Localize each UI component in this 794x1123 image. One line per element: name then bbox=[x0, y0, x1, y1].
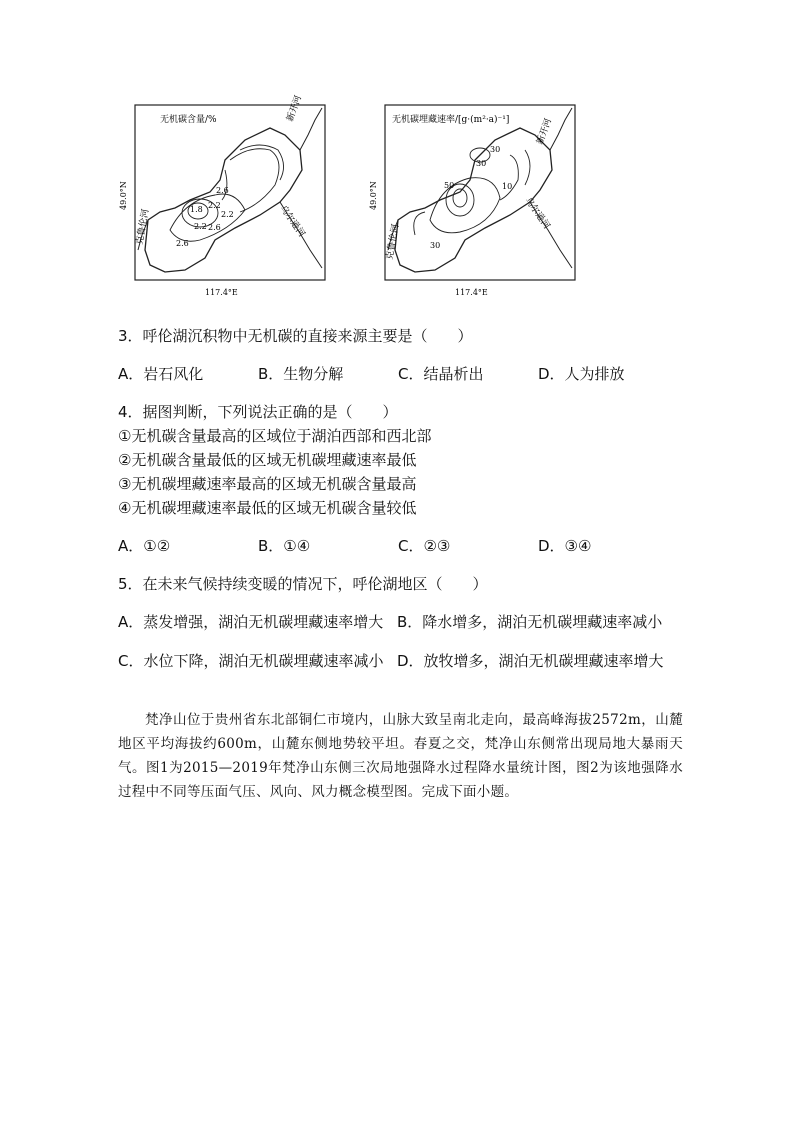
map-1-lat: 49.0°N bbox=[119, 181, 128, 210]
contour-label: 2.6 bbox=[216, 186, 229, 195]
contour-label: 30 bbox=[476, 159, 487, 168]
map-2-river-ne: 新开河 bbox=[535, 117, 555, 147]
figure-maps bbox=[110, 94, 580, 300]
map-1-title: 无机碳含量/% bbox=[160, 115, 217, 125]
map-2-river-w: 克鲁伦河 bbox=[385, 223, 402, 261]
contour-label: 30 bbox=[490, 145, 501, 154]
map-2-svg bbox=[360, 100, 590, 300]
q4-statement-2: ②无机碳含量最低的区域无机碳埋藏速率最低 bbox=[118, 451, 417, 469]
contour-label: 50 bbox=[444, 181, 455, 190]
contour-label: 2.2 bbox=[221, 210, 234, 219]
q3-option-c[interactable]: C．结晶析出 bbox=[398, 365, 484, 383]
q4-option-b[interactable]: B．①④ bbox=[258, 537, 311, 555]
map-inorganic-carbon-burial-rate bbox=[360, 100, 590, 300]
contour-line bbox=[414, 212, 425, 235]
contour-label: 10 bbox=[502, 182, 513, 191]
contour-line bbox=[230, 149, 279, 212]
map-1-lon: 117.4°E bbox=[205, 288, 238, 297]
contour-label: 30 bbox=[430, 241, 441, 250]
contour-line bbox=[240, 145, 284, 180]
contour-label: 2.6 bbox=[208, 223, 221, 232]
q5-option-a[interactable]: A．蒸发增强，湖泊无机碳埋藏速率增大 bbox=[118, 613, 384, 631]
q3-option-b[interactable]: B．生物分解 bbox=[258, 365, 344, 383]
map-2-title: 无机碳埋藏速率/[g·(m²·a)⁻¹] bbox=[392, 115, 510, 125]
contour-line bbox=[222, 170, 227, 200]
map-1-frame bbox=[135, 105, 325, 280]
q4-option-d[interactable]: D．③④ bbox=[538, 537, 592, 555]
map-1-svg bbox=[110, 94, 340, 300]
lake-outline bbox=[145, 128, 302, 272]
map-2-lon: 117.4°E bbox=[455, 288, 488, 297]
q4-statement-3: ③无机碳埋藏速率最高的区域无机碳含量最高 bbox=[118, 475, 417, 493]
q5-option-b[interactable]: B．降水增多，湖泊无机碳埋藏速率减小 bbox=[397, 613, 663, 631]
q3-option-d[interactable]: D．人为排放 bbox=[538, 365, 625, 383]
map-1-river-ne: 新开河 bbox=[285, 94, 305, 124]
river-ne bbox=[300, 108, 322, 150]
q4-option-c[interactable]: C．②③ bbox=[398, 537, 451, 555]
contour-label: 2.6 bbox=[176, 239, 189, 248]
map-inorganic-carbon-content bbox=[110, 94, 340, 300]
contour-label: 2.2 bbox=[208, 201, 221, 210]
map-2-river-se: 乌尔逊河 bbox=[522, 195, 552, 232]
map-1-river-w: 克鲁伦河 bbox=[135, 208, 152, 246]
q5-option-c[interactable]: C．水位下降，湖泊无机碳埋藏速率减小 bbox=[118, 652, 384, 670]
q4-option-a[interactable]: A．①② bbox=[118, 537, 171, 555]
q4-statement-4: ④无机碳埋藏速率最低的区域无机碳含量较低 bbox=[118, 499, 417, 517]
contour-line bbox=[525, 150, 530, 185]
contour-label: 2.2 bbox=[194, 222, 207, 231]
map-1-river-se: 乌尔逊河 bbox=[277, 203, 307, 240]
map-2-lat: 49.0°N bbox=[369, 181, 378, 210]
question-5-stem: 5．在未来气候持续变暖的情况下，呼伦湖地区（ ） bbox=[118, 575, 488, 593]
contour-label: 1.8 bbox=[190, 205, 203, 214]
q3-option-a[interactable]: A．岩石风化 bbox=[118, 365, 204, 383]
question-3-stem: 3．呼伦湖沉积物中无机碳的直接来源主要是（ ） bbox=[118, 327, 473, 345]
reading-passage: 梵净山位于贵州省东北部铜仁市境内，山脉大致呈南北走向，最高峰海拔2572m，山麓地区平均海拔约600m，山麓东侧地势较平坦。春夏之交，梵净山东侧常出现局地大暴雨天气。图1为2015—2019年梵净山东侧三次局地强降水过程降水量统计图，图2为该地强降水过程中不同等压面气压、风向、风力概念模型图。完成下面小题。 bbox=[118, 712, 683, 800]
river-ne bbox=[550, 108, 572, 150]
q4-statement-1: ①无机碳含量最高的区域位于湖泊西部和西北部 bbox=[118, 427, 432, 445]
question-4-stem: 4．据图判断，下列说法正确的是（ ） bbox=[118, 403, 398, 421]
contour-line bbox=[500, 155, 518, 200]
q5-option-d[interactable]: D．放牧增多，湖泊无机碳埋藏速率增大 bbox=[397, 652, 664, 670]
